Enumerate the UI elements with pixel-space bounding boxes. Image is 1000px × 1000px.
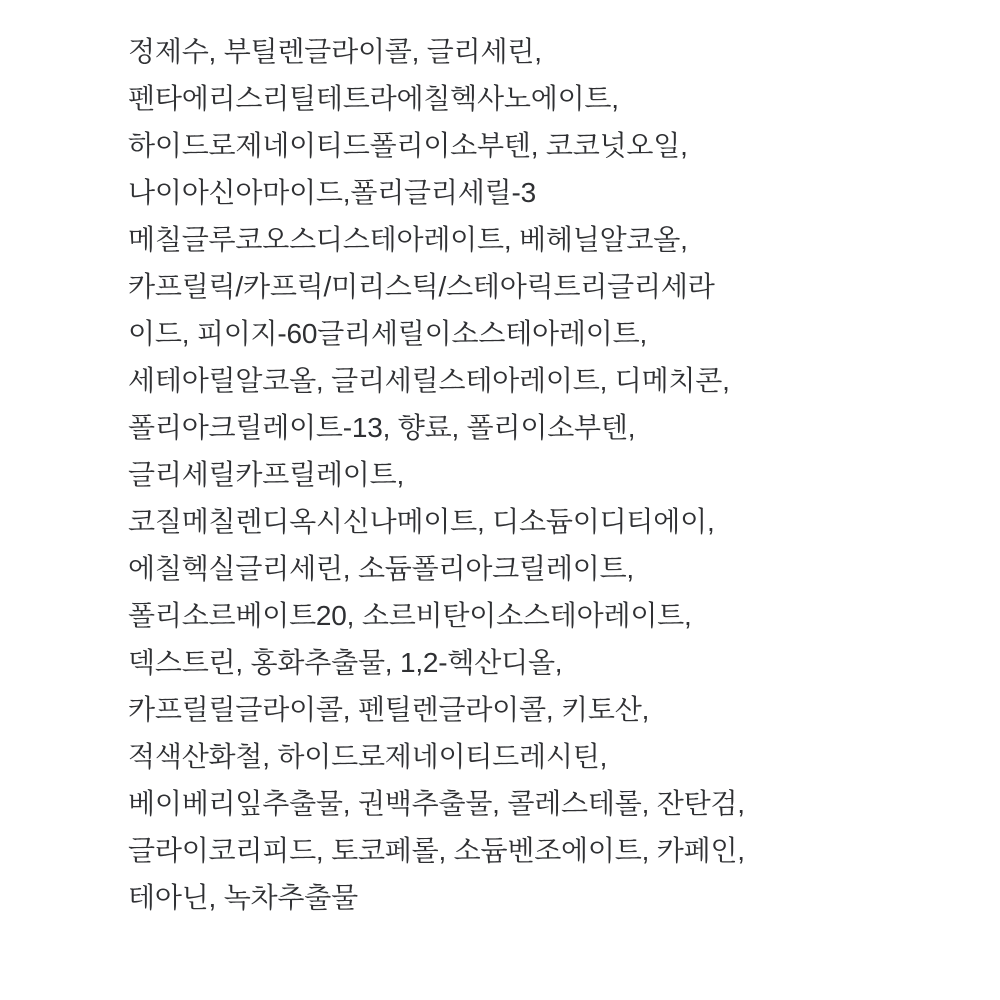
ingredients-line: 에칠헥실글리세린, 소듐폴리아크릴레이트,	[128, 553, 635, 584]
ingredients-line: 테아닌, 녹차추출물	[128, 882, 358, 913]
ingredients-line: 나이아신아마이드,폴리글리세릴-3	[128, 177, 536, 208]
ingredients-line: 세테아릴알코올, 글리세릴스테아레이트, 디메치콘,	[128, 365, 730, 396]
ingredients-line: 정제수, 부틸렌글라이콜, 글리세린,	[128, 36, 542, 67]
ingredients-line: 적색산화철, 하이드로제네이티드레시틴,	[128, 741, 608, 772]
ingredients-line: 글라이코리피드, 토코페롤, 소듐벤조에이트, 카페인,	[128, 835, 745, 866]
ingredients-line: 카프릴릴글라이콜, 펜틸렌글라이콜, 키토산,	[128, 694, 650, 725]
ingredients-text-block	[128, 28, 888, 921]
ingredients-line: 펜타에리스리틸테트라에칠헥사노에이트,	[128, 83, 619, 114]
ingredients-line: 덱스트린, 홍화추출물, 1,2-헥산디올,	[128, 647, 563, 678]
ingredients-line: 폴리소르베이트20, 소르비탄이소스테아레이트,	[128, 600, 692, 631]
ingredients-line: 이드, 피이지-60글리세릴이소스테아레이트,	[128, 318, 648, 349]
ingredients-line: 코질메칠렌디옥시신나메이트, 디소듐이디티에이,	[128, 506, 715, 537]
ingredients-line: 베이베리잎추출물, 권백추출물, 콜레스테롤, 잔탄검,	[128, 788, 745, 819]
ingredients-line: 하이드로제네이티드폴리이소부텐, 코코넛오일,	[128, 130, 688, 161]
ingredients-line: 글리세릴카프릴레이트,	[128, 459, 405, 490]
ingredients-line: 카프릴릭/카프릭/미리스틱/스테아릭트리글리세라	[128, 271, 715, 302]
ingredients-line: 폴리아크릴레이트-13, 향료, 폴리이소부텐,	[128, 412, 636, 443]
ingredients-line: 메칠글루코오스디스테아레이트, 베헤닐알코올,	[128, 224, 688, 255]
